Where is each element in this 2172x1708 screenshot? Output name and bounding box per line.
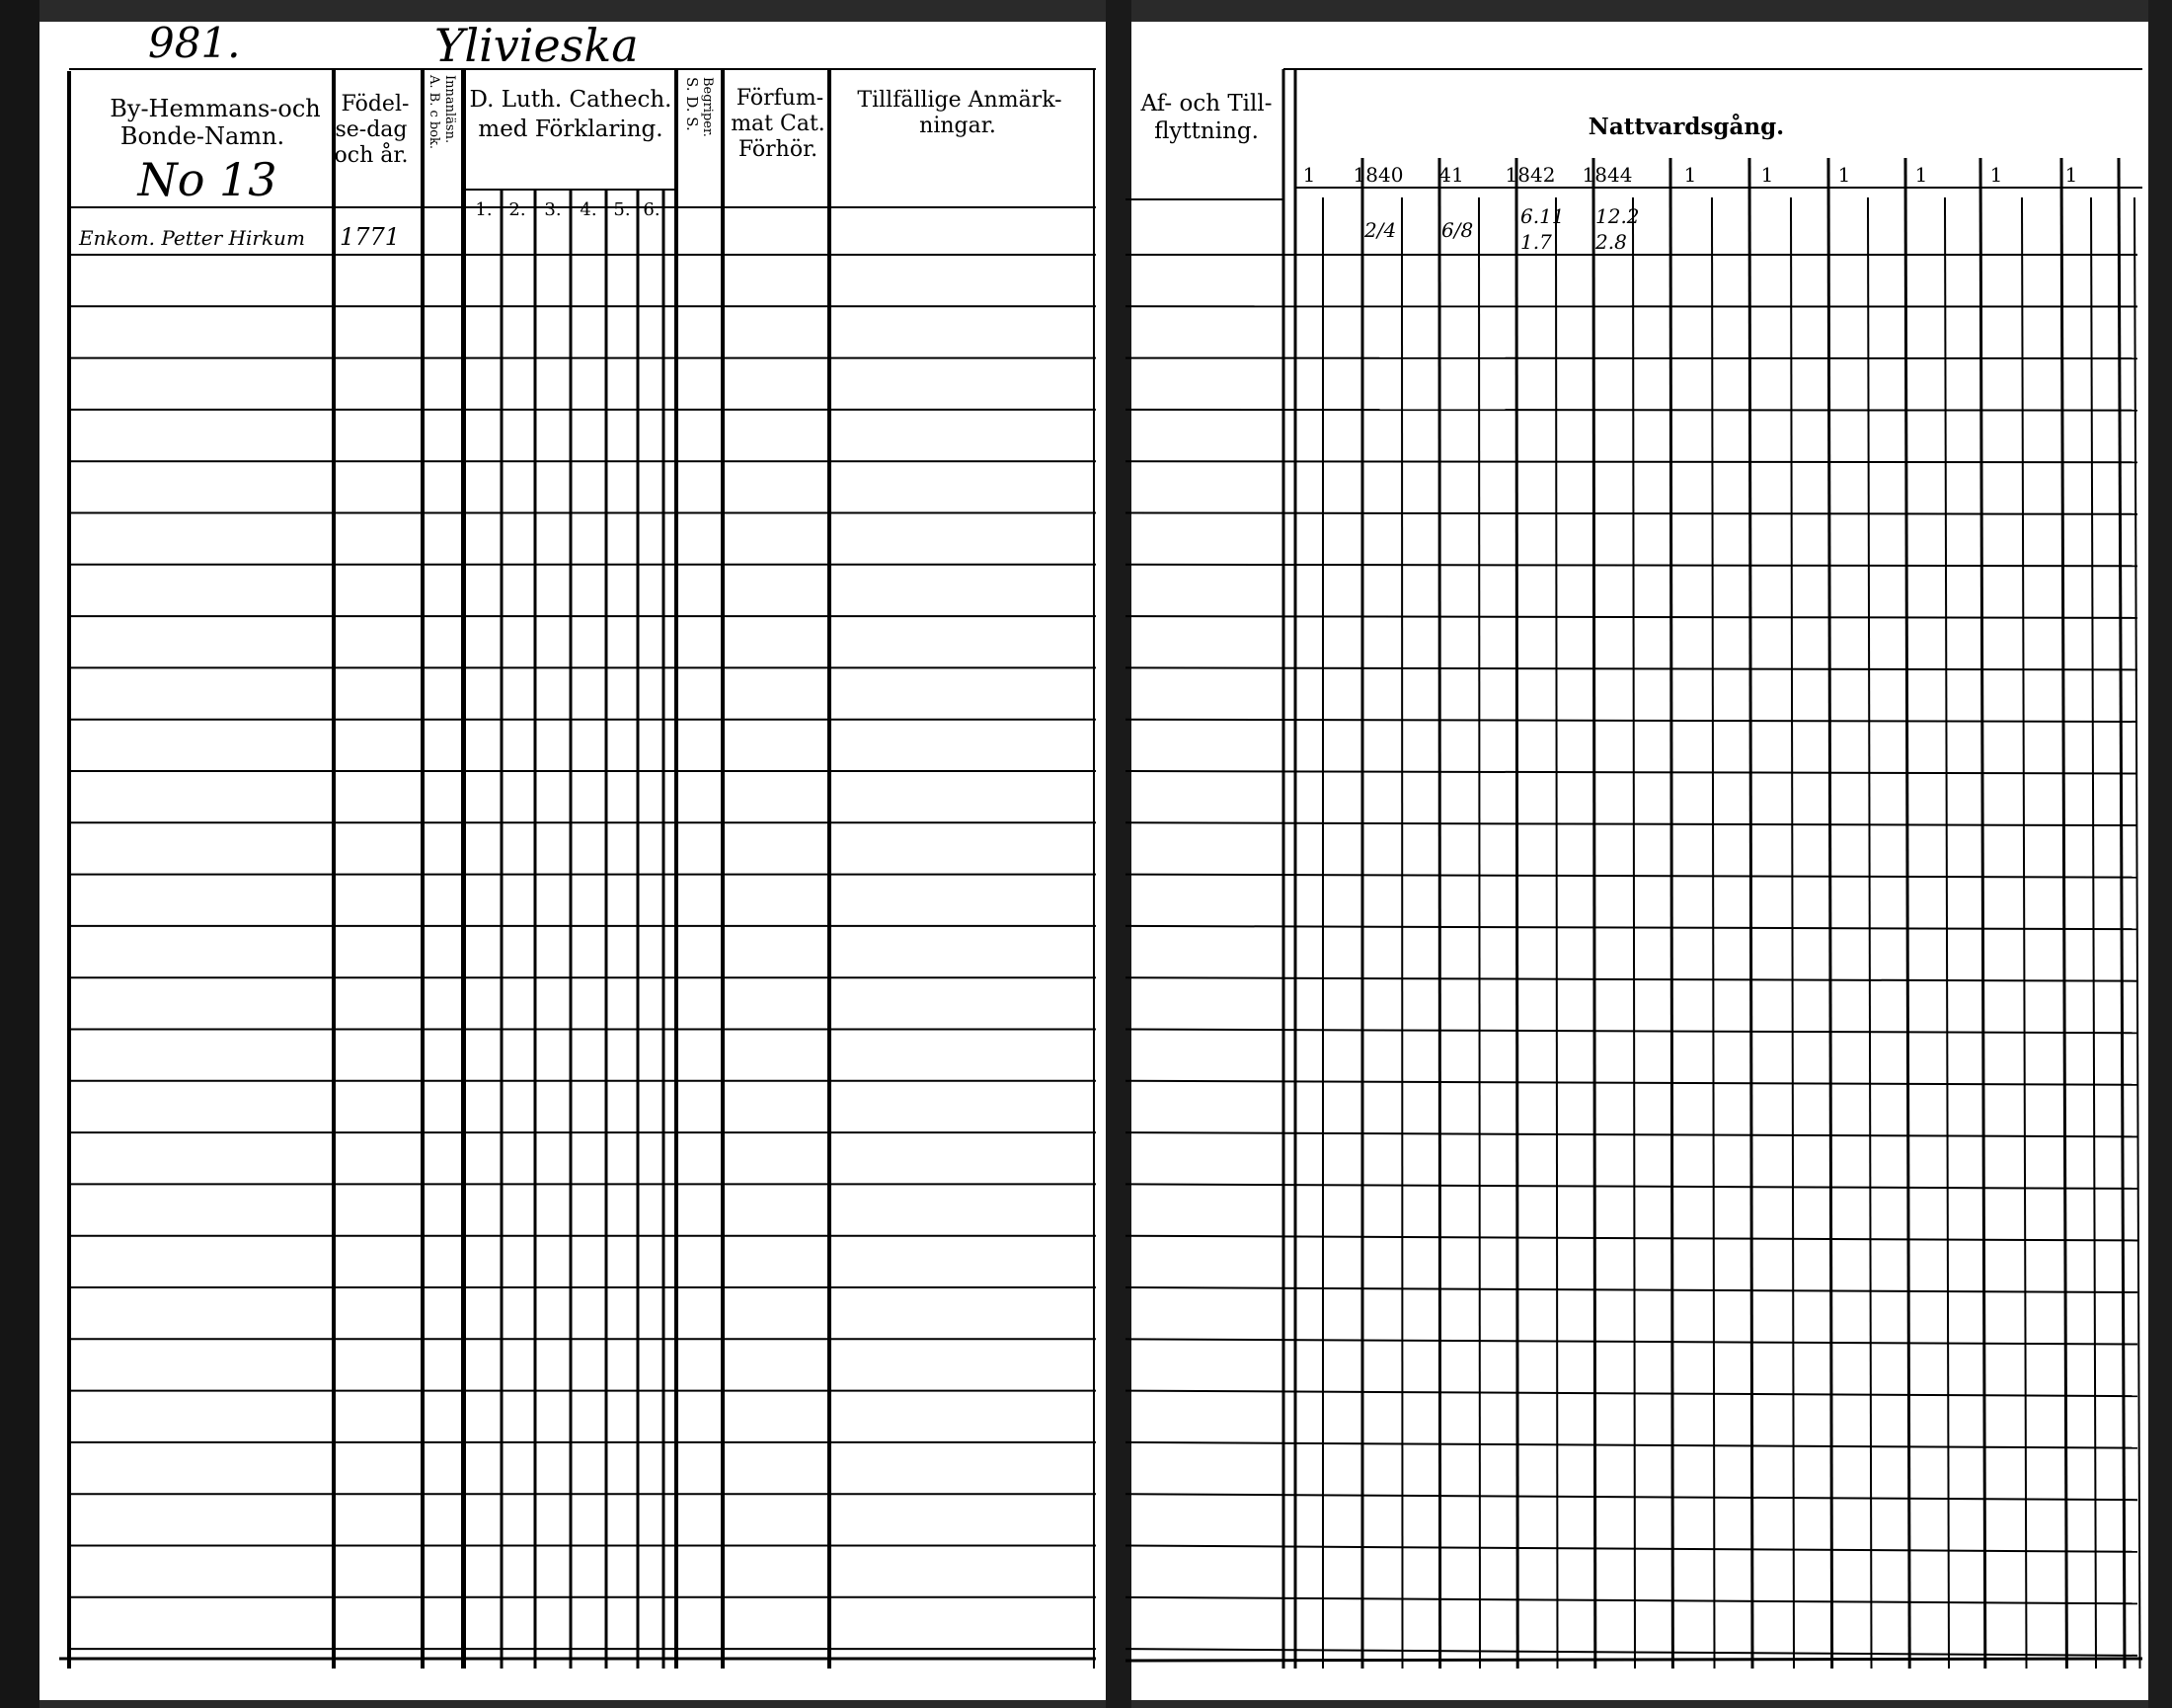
communion-1844-b: 2.8 — [1595, 230, 1627, 254]
year-heading: 1842 — [1505, 163, 1556, 187]
header-abc-2: Innanläsn. — [442, 75, 457, 144]
year-heading: 1 — [1302, 163, 1316, 187]
header-remarks-1: Tillfällige Anmärk- — [857, 88, 1062, 113]
communion-1842-b: 1.7 — [1520, 230, 1552, 254]
header-missed-1: Förfum- — [736, 86, 824, 111]
year-heading: 1 — [2064, 163, 2078, 187]
communion-1841: 6/8 — [1441, 218, 1474, 242]
year-heading: 1 — [1683, 163, 1697, 187]
row-line — [1125, 513, 2137, 514]
header-birth-1: Födel- — [341, 92, 410, 116]
year-heading: 1 — [1760, 163, 1774, 187]
communion-1842-a: 6.11 — [1520, 204, 1565, 228]
year-rule — [1516, 158, 1517, 1669]
header-moves-1: Af- och Till- — [1140, 91, 1273, 116]
header-name-1: By-Hemmans-och — [110, 95, 321, 122]
catech-number: 5. — [613, 199, 631, 220]
catech-number: 6. — [643, 199, 660, 220]
year-heading: 1 — [1914, 163, 1928, 187]
header-birth-3: och år. — [334, 143, 409, 168]
header-missed-3: Förhör. — [737, 137, 818, 162]
year-rule — [1593, 158, 1595, 1669]
catech-number: 2. — [508, 199, 526, 220]
year-heading: 1 — [1989, 163, 2003, 187]
header-name-2: Bonde-Namn. — [119, 122, 285, 150]
left-page — [39, 22, 1116, 1700]
half-year-rule — [1479, 197, 1480, 1669]
year-heading: 1844 — [1582, 163, 1633, 187]
parish-name: Ylivieska — [434, 19, 639, 72]
header-sds-1: S. D. S. — [683, 77, 701, 131]
year-rule — [1439, 158, 1440, 1669]
year-heading: 1 — [1837, 163, 1851, 187]
header-sds-2: Begriper. — [700, 77, 715, 137]
catech-number: 3. — [544, 199, 562, 220]
entry-birth-year: 1771 — [340, 223, 401, 251]
communion-1840: 2/4 — [1364, 218, 1397, 242]
right-page — [1118, 22, 2172, 1700]
entry-name: Enkom. Petter Hirkum — [79, 226, 305, 250]
row-line — [1125, 410, 2137, 411]
catech-number: 1. — [475, 199, 493, 220]
header-catech-2: med Förklaring. — [478, 116, 663, 142]
row-line — [1125, 461, 2137, 462]
header-abc-1: A. B. c bok. — [427, 75, 441, 150]
page-number: 981. — [148, 19, 241, 67]
header-remarks-2: ningar. — [919, 114, 996, 138]
communion-1844-a: 12.2 — [1595, 204, 1640, 228]
row-line — [1125, 358, 2137, 359]
house-number: No 13 — [137, 153, 277, 206]
header-moves-2: flyttning. — [1154, 118, 1259, 144]
header-catech-1: D. Luth. Cathech. — [469, 87, 672, 113]
year-heading: 41 — [1438, 163, 1464, 187]
half-year-rule — [1402, 197, 1403, 1669]
header-missed-2: mat Cat. — [731, 112, 825, 136]
header-communion: Nattvardsgång. — [1588, 114, 1785, 140]
header-birth-2: se-dag — [335, 117, 408, 142]
catech-number: 4. — [580, 199, 597, 220]
year-heading: 1840 — [1353, 163, 1404, 187]
book-spine — [1106, 0, 1131, 1708]
